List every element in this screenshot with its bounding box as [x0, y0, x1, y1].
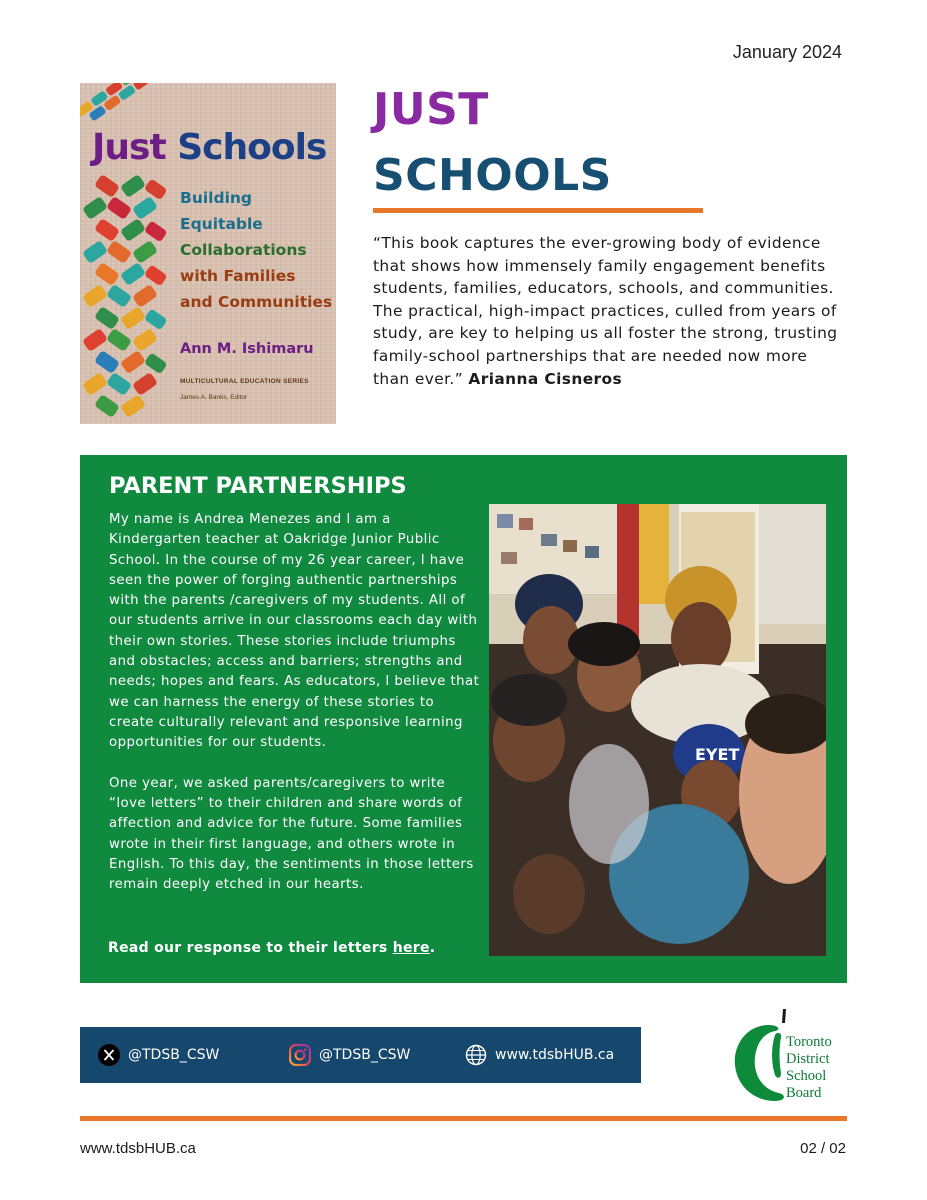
cta-end: .	[429, 940, 436, 956]
logo-line: Board	[786, 1085, 822, 1101]
cover-subtitle-line: and Communities	[180, 293, 333, 311]
cover-subtitle-line: Building	[180, 189, 253, 207]
cover-subtitle-line: Equitable	[180, 215, 263, 233]
cover-subtitle-line: with Families	[180, 267, 296, 285]
logo-line: School	[786, 1068, 827, 1084]
quote-text: “This book captures the ever-growing body of evidence that shows how immensely family engagement benefits students, families, educators, schools, and communities. The practical, high-impact practices, culled from years of study, are key to helping us all foster the strong, trusting family-school partnerships that are needed now more than ever.”	[373, 234, 838, 388]
website-url: www.tdsbHUB.ca	[495, 1047, 615, 1063]
family-group-photo	[489, 504, 826, 956]
cover-title-word1: Just	[92, 127, 166, 168]
cover-author: Ann M. Ishimaru	[180, 341, 314, 357]
footer-divider	[80, 1116, 847, 1121]
instagram-link[interactable]	[289, 1027, 410, 1083]
date: January 2024	[732, 42, 842, 62]
cta-text: Read our response to their letters	[108, 940, 393, 956]
panel-title: PARENT PARTNERSHIPS	[109, 473, 407, 499]
panel-paragraph: My name is Andrea Menezes and I am a Kindergarten teacher at Oakridge Junior Public School. In the course of my 26 year career, I have seen the power of forging authentic partnerships with the parents /caregivers of my students. All of our students arrive in our classrooms each day with their own stories. These stories include triumphs and obstacles; access and barriers; strengths and needs; hopes and fears. As educators, I believe that we can harness the energy of these stories to create culturally relevant and responsive learning opportunities for our students.	[109, 512, 480, 751]
page-number: 02 / 02	[800, 1140, 846, 1157]
cover-subtitle-line: Collaborations	[180, 241, 307, 259]
cover-title	[92, 127, 326, 168]
logo-line: Toronto	[786, 1034, 832, 1050]
hat-text: EYET	[695, 745, 740, 764]
call-to-action	[108, 940, 435, 956]
here-link[interactable]: here	[392, 940, 430, 956]
website-link[interactable]	[465, 1027, 614, 1083]
cover-series: MULTICULTURAL EDUCATION SERIES	[180, 378, 309, 385]
x-icon	[98, 1044, 120, 1066]
panel-paragraph: One year, we asked parents/caregivers to write “love letters” to their children and share words of affection and advice for the future. Some families wrote in their first language, and others wrote in English. To this day, the sentiments in those letters remain deeply etched in our hearts.	[109, 775, 474, 893]
title-divider	[373, 208, 703, 213]
x-handle: @TDSB_CSW	[128, 1047, 220, 1063]
quote-author: Arianna Cisneros	[468, 369, 623, 388]
book-cover-image	[80, 83, 336, 424]
logo-line: District	[786, 1051, 830, 1067]
feature-title-line1: JUST	[373, 84, 489, 135]
feature-title-line2: SCHOOLS	[373, 150, 612, 201]
instagram-icon	[289, 1044, 311, 1066]
footer-url[interactable]: www.tdsbHUB.ca	[80, 1140, 196, 1157]
cover-title-word2: Schools	[177, 127, 327, 168]
instagram-handle: @TDSB_CSW	[319, 1047, 411, 1063]
tdsb-logo-text	[786, 1034, 832, 1102]
social-links-bar	[80, 1027, 641, 1083]
book-quote	[373, 232, 843, 390]
panel-body	[109, 510, 481, 896]
x-link[interactable]	[98, 1027, 219, 1083]
cover-editor: James A. Banks, Editor	[180, 394, 248, 401]
cover-subtitle	[180, 185, 332, 315]
globe-icon	[465, 1044, 487, 1066]
